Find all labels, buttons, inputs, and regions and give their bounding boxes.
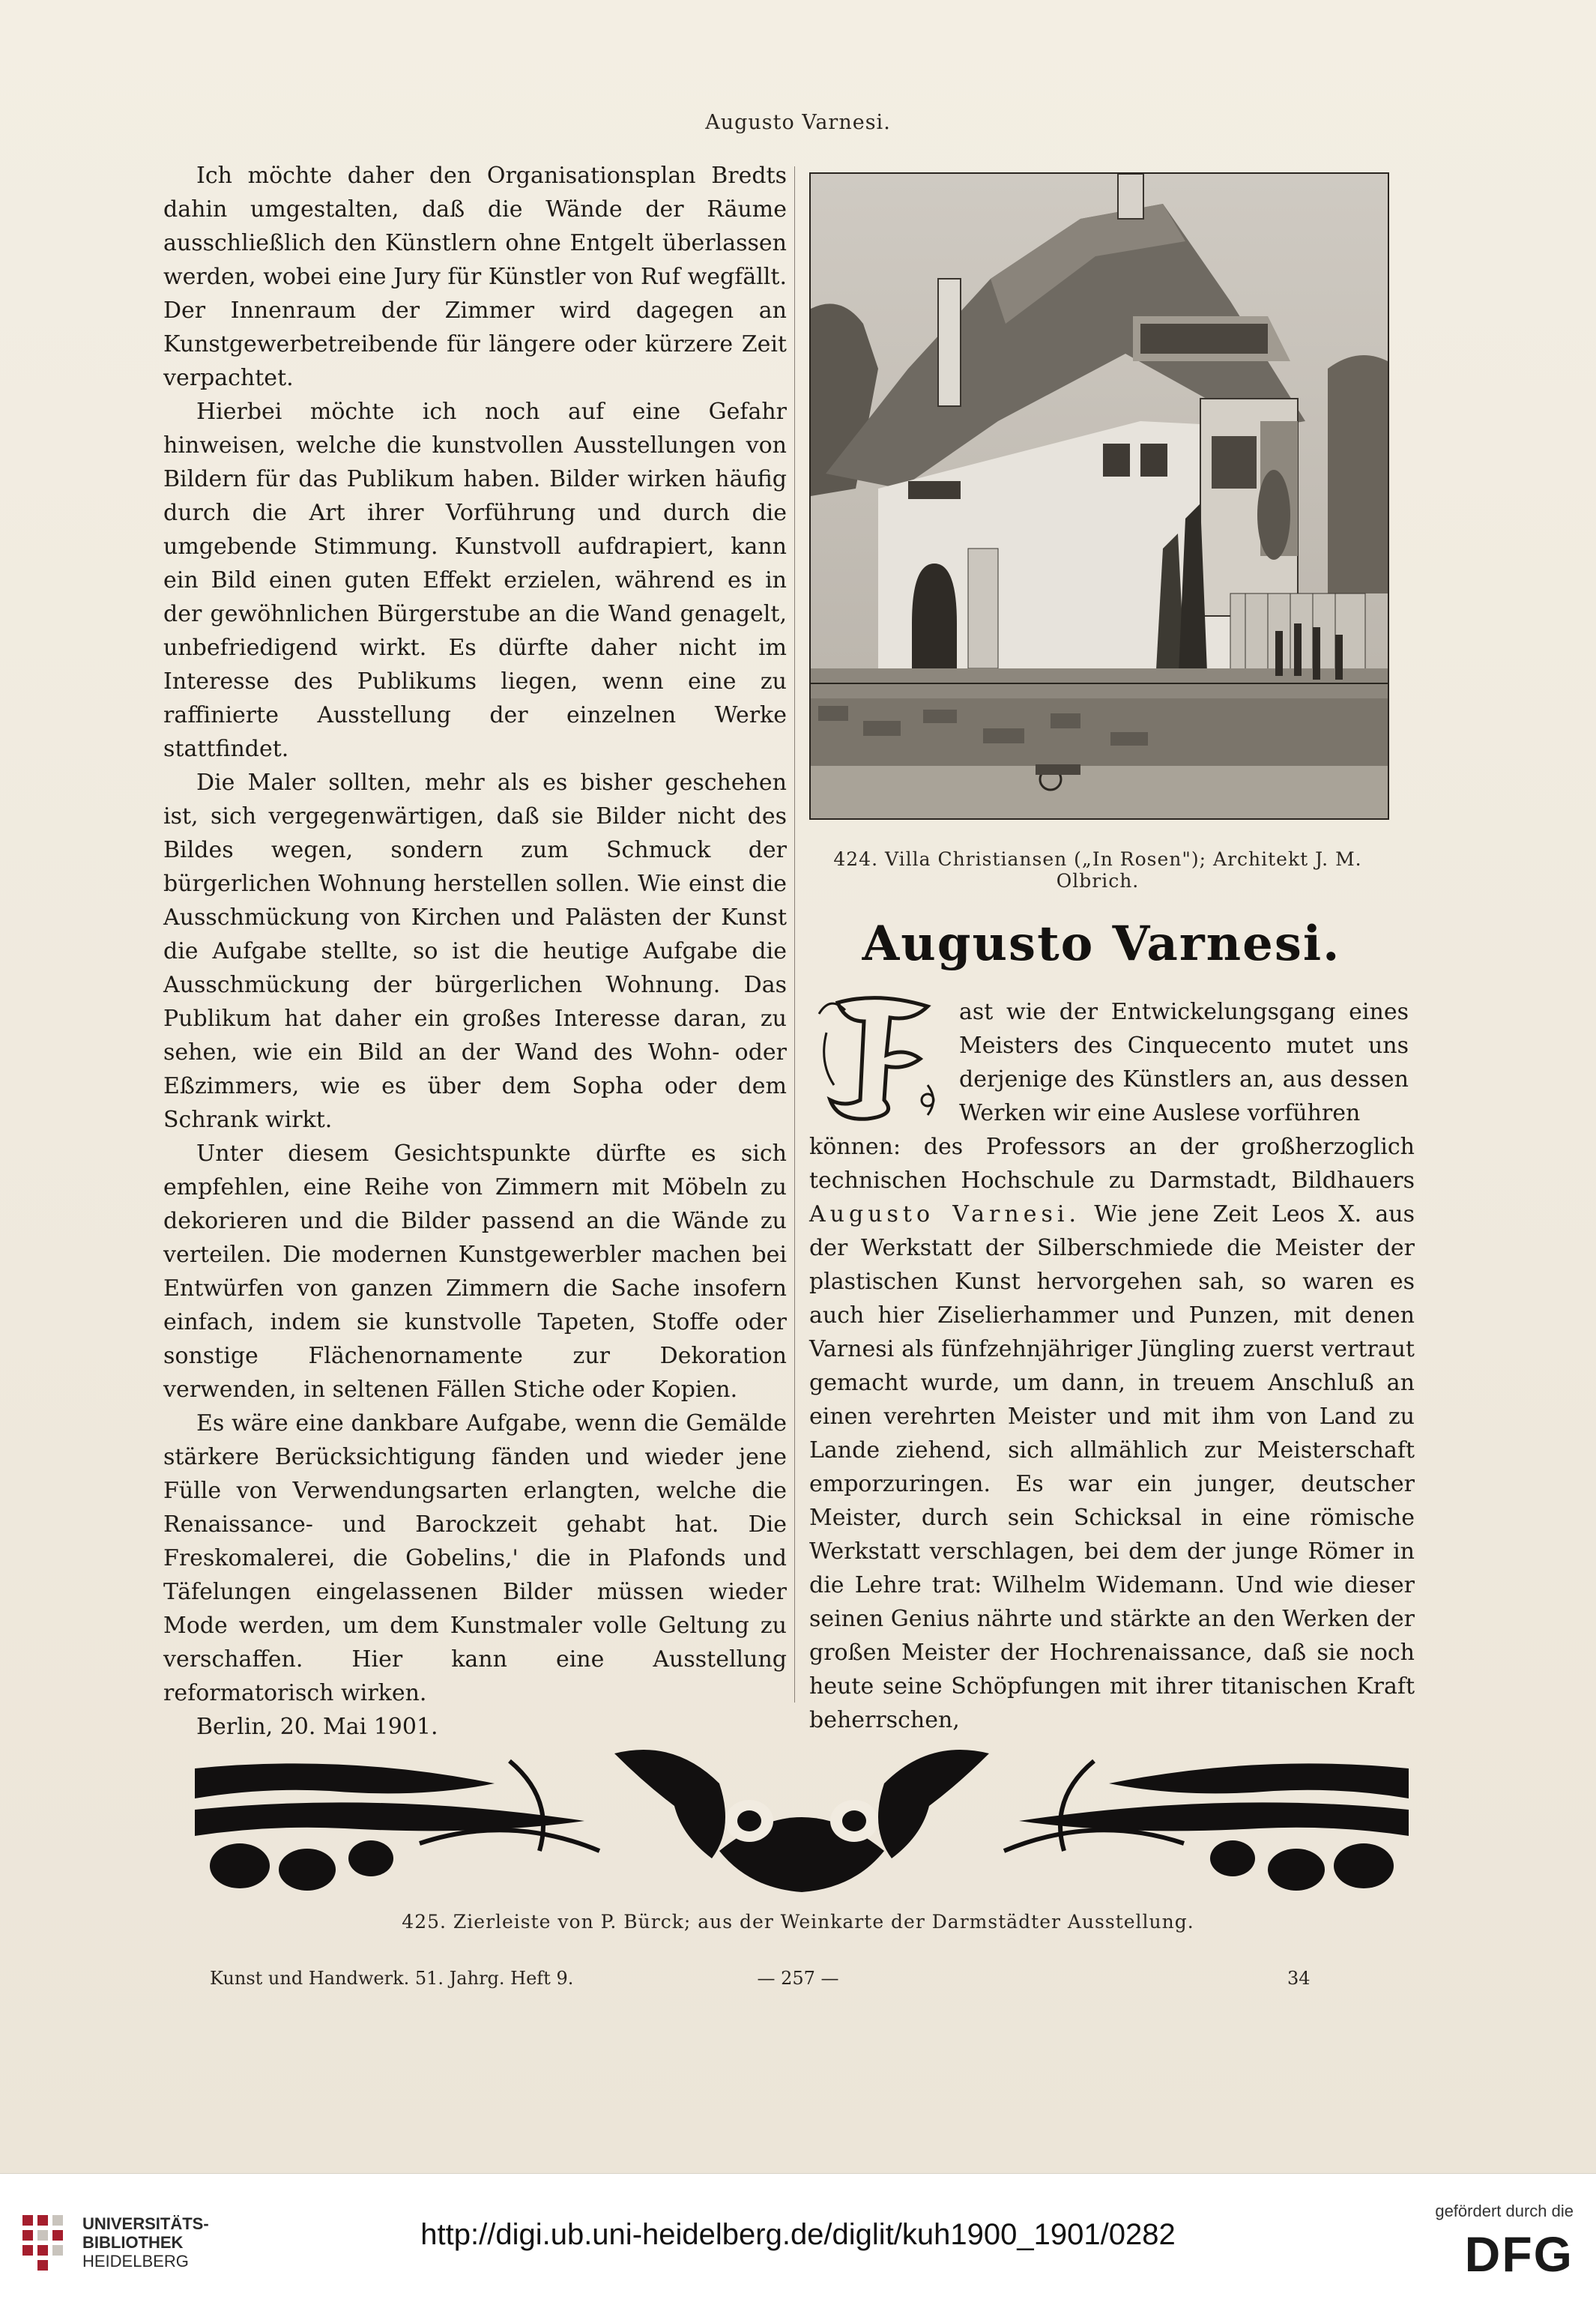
paragraph: Die Maler sollten, mehr als es bisher geschehen ist, sich vergegenwärtigen, daß sie Bilder nicht des Bildes wegen, sondern zum Schmuck der bürgerlichen Wohnung herstellen sollen. Wie einst die Ausschmückung von Kirchen und Palästen der Kunst die Aufgabe stellte, so ist die heutige Aufgabe die Ausschmückung der bürgerlichen Wohnung. Das Publikum hat daher ein großes Interesse daran, zu sehen, wie ein Bild an der Wand des Wohn- oder Eßzimmers, wie es über dem Sopha oder dem Schrank wirkt. <box>163 770 787 1133</box>
body-start: können: des Professors an der großherzoglich technischen Hochschule zu Darmstadt, Bildhauers <box>809 1134 1415 1194</box>
footer-journal-info: Kunst und Handwerk. 51. Jahrg. Heft 9. <box>210 1968 574 1989</box>
article-title: Augusto Varnesi. <box>862 916 1341 972</box>
column-rule <box>794 166 795 1703</box>
body-rest: Wie jene Zeit Leos X. aus der Werkstatt der Silberschmiede die Meister der plastischen Kunst hervorgehen sah, so waren es auch hier Ziselierhammer und Punzen, mit denen Varnesi als fünfzehnjähriger Jüngling zuerst vertraut gemacht wurde, um dann, in treuem Anschluß an einen verehrten Meister und mit ihm von Land zu Lande ziehend, sich allmählich zur Meisterschaft emporzuringen. Es war ein junger, deutscher Meister, durch sein Schicksal in eine römische Werkstatt verschlagen, bei dem der junge Römer in die Lehre trat: Wilhelm Widemann. Und wie dieser seinen Genius nährte und stärkte an den Werken der großen Meister der Hochrenaissance, daß sie noch heute seine Schöpfungen mit ihrer titanischen Kraft beherrschen, <box>809 1201 1415 1733</box>
paragraph: Hierbei möchte ich noch auf eine Gefahr hinweisen, welche die kunstvollen Ausstellungen von Bildern für das Publikum haben. Bilder wirken häufig durch die Art ihrer Vorführung und durch die umgebende Stimmung. Kunstvoll aufdrapiert, kann ein Bild einen guten Effekt erzielen, während es in der gewöhnlichen Bürgerstube an die Wand genagelt, unbefriedigend wirkt. Es dürfte daher nicht im Interesse des Publikums liegen, wenn eine zu raffinierte Ausstellung der einzelnen Werke stattfindet. <box>163 399 787 762</box>
paragraph: Es wäre eine dankbare Aufgabe, wenn die Gemälde stärkere Berücksichtigung fänden und wieder jene Fülle von Verwendungsarten erlangten, welche die Renaissance- und Barockzeit gehabt hat. Die Freskomalerei, die Gobelins,' die in Plafonds und Täfelungen eingelassenen Bilder müssen wieder Mode werden, um dem Kunstmaler volle Geltung zu verschaffen. Hier kann eine Ausstellung reformatorisch wirken. <box>163 1410 787 1706</box>
funding-label: gefördert durch die <box>1435 2202 1574 2220</box>
artist-name: Augusto Varnesi. <box>809 1201 1080 1227</box>
permalink-url[interactable]: http://digi.ub.uni-heidelberg.de/diglit/kuh1900_1901/0282 <box>420 2218 1176 2251</box>
paragraph <box>809 1130 1415 1737</box>
right-column <box>809 1130 1415 1737</box>
paragraph: Unter diesem Gesichtspunkte dürfte es sich empfehlen, eine Reihe von Zimmern mit Möbeln zu dekorieren und die Bilder passend an die Wände zu verteilen. Die modernen Kunstgewerbler machen bei Entwürfen von ganzen Zimmern die Sache insofern einfach, indem sie kunstvolle Tapeten, Stoffe oder sonstige Flächenornamente zur Dekoration verwenden, in seltenen Fällen Stiche oder Kopien. <box>163 1141 787 1403</box>
library-name-line: UNIVERSITÄTS- <box>82 2214 209 2233</box>
sheet-number: 34 <box>1287 1968 1311 1989</box>
article-lead <box>959 995 1409 1130</box>
left-column <box>163 159 787 1744</box>
library-name-line: BIBLIOTHEK <box>82 2233 184 2252</box>
figure-caption: 424. Villa Christiansen („In Rosen"); Architekt J. M. Olbrich. <box>833 848 1362 892</box>
library-name-line: HEIDELBERG <box>82 2252 189 2271</box>
running-head: Augusto Varnesi. <box>705 111 891 134</box>
decorative-border-ornament <box>195 1738 1409 1896</box>
lead-text: ast wie der Entwickelungsgang eines Meisters des Cinquecento mutet uns derjenige des Künstlers an, aus dessen Werken wir eine Auslese vorführen <box>959 999 1409 1126</box>
figure-caption: 425. Zierleiste von P. Bürck; aus der Weinkarte der Darmstädter Ausstellung. <box>402 1911 1194 1933</box>
paragraph: Ich möchte daher den Organisationsplan Bredts dahin umgestalten, daß die Wände der Räume ausschließlich den Künstlern ohne Entgelt überlassen werden, wobei eine Jury für Künstler von Ruf wegfällt. Der Innenraum der Zimmer wird dagegen an Kunstgewerbetreibende für längere oder kürzere Zeit verpachtet. <box>163 163 787 391</box>
page-number: — 257 — <box>757 1968 839 1989</box>
ornamental-initial <box>815 988 943 1124</box>
villa-photograph <box>809 172 1389 820</box>
dfg-logo[interactable]: DFG <box>1464 2226 1574 2282</box>
dateline: Berlin, 20. Mai 1901. <box>196 1714 438 1740</box>
